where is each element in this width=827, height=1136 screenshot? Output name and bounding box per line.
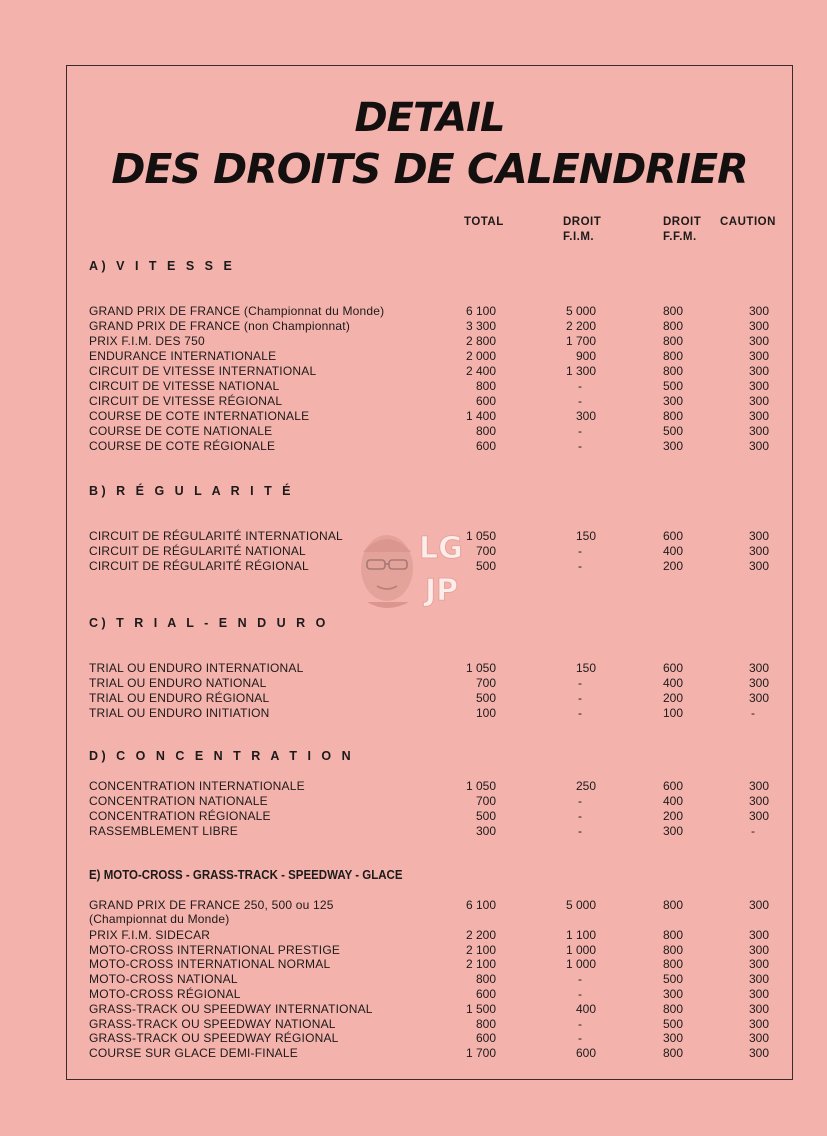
row-droit-ffm: 400 — [663, 794, 684, 808]
row-caution: 300 — [748, 409, 769, 423]
row-label: GRAND PRIX DE FRANCE 250, 500 ou 125 — [89, 898, 334, 912]
row-droit-ffm: 800 — [663, 957, 684, 972]
table-row — [0, 349, 827, 364]
row-droit-fim: - — [578, 972, 582, 987]
row-caution: 300 — [748, 334, 769, 348]
header-droit-ffm-line1: DROIT — [663, 216, 702, 228]
row-label: CIRCUIT DE VITESSE RÉGIONAL — [89, 394, 283, 408]
row-caution: 300 — [748, 439, 769, 453]
section-title-motocross: E) MOTO-CROSS - GRASS-TRACK - SPEEDWAY - GLACE — [89, 868, 403, 882]
row-droit-fim: 300 — [575, 409, 596, 423]
table-row — [0, 304, 827, 319]
row-total: 1 500 — [465, 1001, 496, 1016]
row-label: CIRCUIT DE VITESSE INTERNATIONAL — [89, 364, 317, 378]
row-total: 3 300 — [465, 319, 496, 333]
row-total: 700 — [475, 544, 496, 558]
table-row — [0, 794, 827, 809]
table-row — [0, 943, 827, 958]
row-label: PRIX F.I.M. DES 750 — [89, 334, 205, 348]
row-droit-fim: - — [578, 544, 582, 558]
watermark-text-lg: LG — [419, 531, 463, 566]
row-caution: 300 — [748, 544, 769, 558]
table-row — [0, 928, 827, 943]
row-label: CONCENTRATION RÉGIONALE — [89, 809, 271, 823]
table-row — [0, 424, 827, 439]
header-droit-fim-line2: F.I.M. — [563, 231, 595, 243]
row-total: 2 100 — [465, 942, 496, 957]
row-label: CIRCUIT DE VITESSE NATIONAL — [89, 379, 280, 393]
row-droit-ffm: 800 — [663, 1046, 684, 1061]
row-droit-ffm: 800 — [663, 364, 684, 378]
row-total: 300 — [475, 824, 496, 838]
row-label: GRAND PRIX DE FRANCE (Championnat du Monde) — [89, 304, 385, 318]
row-caution: 300 — [748, 1046, 769, 1061]
header-droit-ffm — [663, 215, 701, 245]
row-droit-fim: 1 000 — [565, 957, 596, 972]
row-droit-ffm: 300 — [663, 439, 684, 453]
row-caution: 300 — [748, 1001, 769, 1016]
row-caution: 300 — [748, 927, 769, 942]
row-caution: 300 — [748, 661, 769, 675]
header-droit-fim-line1: DROIT — [563, 216, 602, 228]
row-droit-fim: - — [578, 706, 582, 720]
table-row — [0, 1017, 827, 1032]
row-total: 500 — [475, 809, 496, 823]
table-row — [0, 439, 827, 454]
row-caution: 300 — [748, 794, 769, 808]
header-total: TOTAL — [464, 216, 504, 228]
table-row — [0, 898, 827, 926]
row-droit-fim: 5 000 — [565, 304, 596, 318]
row-label: GRASS-TRACK OU SPEEDWAY RÉGIONAL — [89, 1031, 339, 1046]
row-total: 100 — [475, 706, 496, 720]
row-droit-ffm: 300 — [663, 394, 684, 408]
row-droit-ffm: 600 — [663, 529, 684, 543]
row-droit-fim: - — [578, 824, 582, 838]
row-droit-fim: - — [578, 379, 582, 393]
watermark-text-jp: JP — [425, 573, 459, 608]
row-total: 6 100 — [465, 898, 496, 912]
row-caution: 300 — [748, 942, 769, 957]
row-caution: 300 — [748, 972, 769, 987]
row-label: PRIX F.I.M. SIDECAR — [89, 927, 211, 942]
row-droit-ffm: 800 — [663, 334, 684, 348]
row-total: 600 — [475, 1031, 496, 1046]
row-caution: 300 — [748, 529, 769, 543]
row-total: 2 200 — [465, 927, 496, 942]
row-label: TRIAL OU ENDURO INITIATION — [89, 706, 270, 720]
row-label: COURSE DE COTE INTERNATIONALE — [89, 409, 310, 423]
row-droit-ffm: 500 — [663, 379, 684, 393]
row-total: 700 — [475, 794, 496, 808]
row-droit-ffm: 600 — [663, 661, 684, 675]
row-droit-fim: 1 700 — [565, 334, 596, 348]
row-caution: 300 — [748, 394, 769, 408]
row-caution: 300 — [748, 957, 769, 972]
row-droit-fim: - — [578, 987, 582, 1001]
row-droit-ffm: 400 — [663, 676, 684, 690]
row-label: MOTO-CROSS INTERNATIONAL NORMAL — [89, 957, 331, 972]
section-title-vitesse: A) V I T E S S E — [89, 259, 236, 273]
row-droit-fim: 900 — [575, 349, 596, 363]
row-caution: 300 — [748, 1016, 769, 1031]
table-row — [0, 394, 827, 409]
table-row — [0, 364, 827, 379]
row-droit-ffm: 200 — [663, 559, 684, 573]
row-caution: 300 — [748, 1031, 769, 1046]
row-droit-ffm: 800 — [663, 898, 684, 912]
row-droit-ffm: 800 — [663, 927, 684, 942]
row-total: 800 — [475, 1016, 496, 1031]
row-total: 600 — [475, 394, 496, 408]
table-row — [0, 319, 827, 334]
row-label: CIRCUIT DE RÉGULARITÉ INTERNATIONAL — [89, 529, 343, 543]
row-total: 2 100 — [465, 957, 496, 972]
row-droit-fim: - — [578, 559, 582, 573]
watermark-logo — [353, 522, 473, 614]
row-label: GRASS-TRACK OU SPEEDWAY NATIONAL — [89, 1016, 336, 1031]
row-droit-fim: 5 000 — [565, 898, 596, 912]
row-droit-ffm: 200 — [663, 691, 684, 705]
row-droit-ffm: 600 — [663, 779, 684, 793]
row-label: TRIAL OU ENDURO INTERNATIONAL — [89, 661, 304, 675]
row-caution: 300 — [748, 559, 769, 573]
title-line-2: DES DROITS DE CALENDRIER — [111, 145, 748, 193]
table-row — [0, 1002, 827, 1017]
row-droit-fim: - — [578, 424, 582, 438]
row-droit-fim: - — [578, 1016, 582, 1031]
table-row — [0, 334, 827, 349]
row-total: 6 100 — [465, 304, 496, 318]
row-label: GRAND PRIX DE FRANCE (non Championnat) — [89, 319, 351, 333]
row-caution: 300 — [748, 898, 769, 912]
table-row — [0, 824, 827, 839]
row-label: COURSE DE COTE RÉGIONALE — [89, 439, 276, 453]
row-droit-fim: - — [578, 691, 582, 705]
row-total: 800 — [475, 379, 496, 393]
row-caution: 300 — [748, 424, 769, 438]
row-caution: - — [751, 706, 755, 720]
row-label: MOTO-CROSS INTERNATIONAL PRESTIGE — [89, 942, 341, 957]
row-droit-ffm: 300 — [663, 987, 684, 1001]
table-row — [0, 972, 827, 987]
row-droit-ffm: 500 — [663, 1016, 684, 1031]
row-label-sub: (Championnat du Monde) — [89, 912, 230, 926]
row-droit-ffm: 200 — [663, 809, 684, 823]
row-total: 1 050 — [465, 661, 496, 675]
row-total: 2 800 — [465, 334, 496, 348]
row-label: MOTO-CROSS NATIONAL — [89, 972, 238, 987]
row-label: ENDURANCE INTERNATIONALE — [89, 349, 277, 363]
row-total: 500 — [475, 559, 496, 573]
table-row — [0, 957, 827, 972]
table-row — [0, 779, 827, 794]
row-total: 2 400 — [465, 364, 496, 378]
table-row — [0, 691, 827, 706]
row-droit-fim: 600 — [575, 1046, 596, 1061]
table-row — [0, 1046, 827, 1061]
header-droit-fim — [563, 215, 601, 245]
row-droit-fim: 250 — [575, 779, 596, 793]
row-label: TRIAL OU ENDURO RÉGIONAL — [89, 691, 270, 705]
row-label: COURSE SUR GLACE DEMI-FINALE — [89, 1046, 298, 1061]
row-total: 1 700 — [465, 1046, 496, 1061]
row-caution: 300 — [748, 691, 769, 705]
section-title-regularite: B) R É G U L A R I T É — [89, 484, 295, 498]
row-caution: 300 — [748, 987, 769, 1001]
row-droit-ffm: 800 — [663, 304, 684, 318]
row-caution: 300 — [748, 349, 769, 363]
row-caution: 300 — [748, 304, 769, 318]
row-total: 600 — [475, 439, 496, 453]
row-droit-ffm: 800 — [663, 942, 684, 957]
row-total: 1 050 — [465, 779, 496, 793]
row-caution: 300 — [748, 364, 769, 378]
row-total: 800 — [475, 972, 496, 987]
table-row — [0, 987, 827, 1002]
row-label: TRIAL OU ENDURO NATIONAL — [89, 676, 267, 690]
table-row — [0, 409, 827, 424]
row-droit-fim: 1 000 — [565, 942, 596, 957]
table-row — [0, 706, 827, 721]
row-droit-ffm: 800 — [663, 319, 684, 333]
row-droit-ffm: 800 — [663, 349, 684, 363]
table-row — [0, 809, 827, 824]
row-caution: 300 — [748, 779, 769, 793]
row-droit-ffm: 800 — [663, 409, 684, 423]
row-droit-fim: 150 — [575, 529, 596, 543]
row-droit-fim: - — [578, 676, 582, 690]
row-label: CONCENTRATION INTERNATIONALE — [89, 779, 305, 793]
row-droit-fim: 150 — [575, 661, 596, 675]
row-total: 700 — [475, 676, 496, 690]
row-droit-fim: - — [578, 1031, 582, 1046]
row-droit-ffm: 500 — [663, 972, 684, 987]
row-droit-fim: - — [578, 809, 582, 823]
row-caution: - — [751, 824, 755, 838]
row-total: 600 — [475, 987, 496, 1001]
row-droit-ffm: 300 — [663, 824, 684, 838]
row-label: CIRCUIT DE RÉGULARITÉ NATIONAL — [89, 544, 306, 558]
row-caution: 300 — [748, 809, 769, 823]
row-label: COURSE DE COTE NATIONALE — [89, 424, 273, 438]
section-title-concentration: D) C O N C E N T R A T I O N — [89, 749, 355, 763]
row-droit-fim: - — [578, 439, 582, 453]
row-droit-ffm: 400 — [663, 544, 684, 558]
row-droit-fim: 400 — [575, 1001, 596, 1016]
section-title-trial-enduro: C) T R I A L - E N D U R O — [89, 616, 329, 630]
table-row — [0, 1031, 827, 1046]
row-droit-fim: - — [578, 794, 582, 808]
row-droit-ffm: 800 — [663, 1001, 684, 1016]
table-row — [0, 676, 827, 691]
row-droit-fim: - — [578, 394, 582, 408]
row-droit-fim: 1 300 — [565, 364, 596, 378]
row-total: 500 — [475, 691, 496, 705]
row-label: RASSEMBLEMENT LIBRE — [89, 824, 238, 838]
row-droit-ffm: 300 — [663, 1031, 684, 1046]
row-total: 800 — [475, 424, 496, 438]
title-line-1: DETAIL — [354, 95, 505, 141]
row-label: CIRCUIT DE RÉGULARITÉ RÉGIONAL — [89, 559, 309, 573]
row-droit-fim: 2 200 — [565, 319, 596, 333]
row-caution: 300 — [748, 379, 769, 393]
header-droit-ffm-line2: F.F.M. — [663, 231, 697, 243]
row-droit-fim: 1 100 — [565, 927, 596, 942]
row-label: CONCENTRATION NATIONALE — [89, 794, 268, 808]
row-total: 1 050 — [465, 529, 496, 543]
table-row — [0, 661, 827, 676]
row-caution: 300 — [748, 676, 769, 690]
header-caution: CAUTION — [720, 216, 776, 228]
row-label: MOTO-CROSS RÉGIONAL — [89, 987, 241, 1001]
row-droit-ffm: 500 — [663, 424, 684, 438]
row-caution: 300 — [748, 319, 769, 333]
row-droit-ffm: 100 — [663, 706, 684, 720]
row-total: 2 000 — [465, 349, 496, 363]
row-total: 1 400 — [465, 409, 496, 423]
row-label: GRASS-TRACK OU SPEEDWAY INTERNATIONAL — [89, 1001, 373, 1016]
table-row — [0, 379, 827, 394]
